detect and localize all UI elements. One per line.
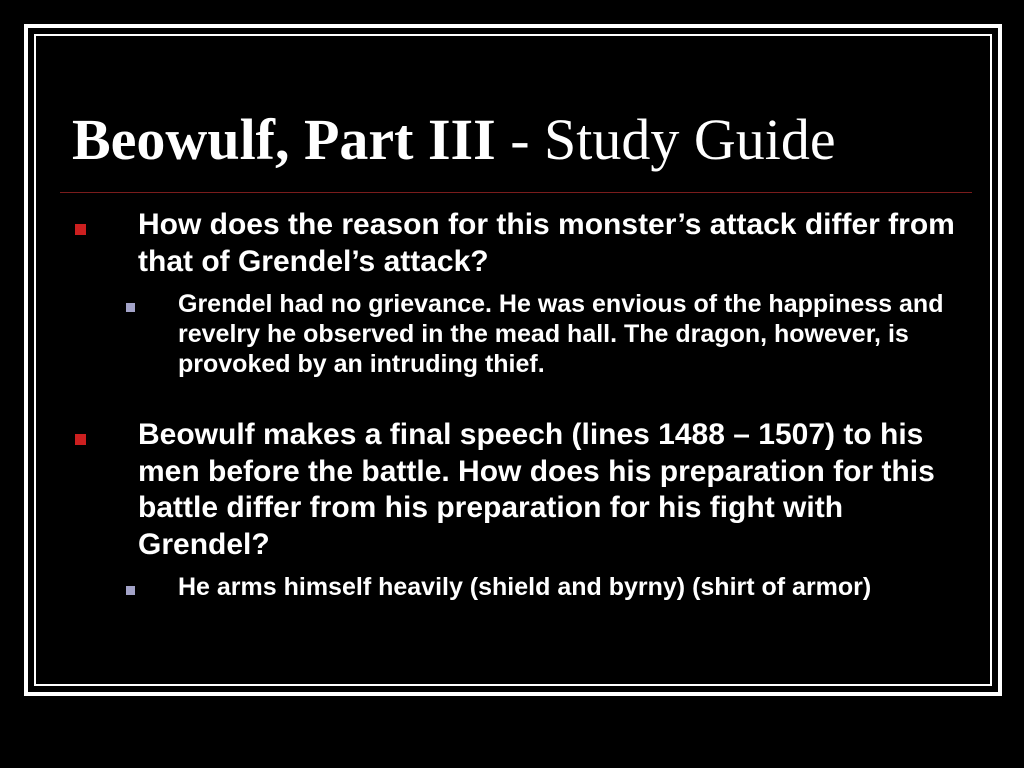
sub-bullet-square-icon [126, 586, 135, 595]
slide-title-main: Beowulf, Part III [72, 107, 496, 172]
bullet-item-2: Beowulf makes a final speech (lines 1488 – 1507) to his men before the battle. How does his preparation for this battle differ from his preparation for his fight with Grendel? [138, 418, 935, 561]
slide-title-sub: - Study Guide [495, 107, 836, 172]
sub-bullet-square-icon [126, 303, 135, 312]
bullet-square-icon [75, 224, 86, 235]
bullet-square-icon [75, 434, 86, 445]
bullet-item-1: How does the reason for this monster’s attack differ from that of Grendel’s attack? [138, 208, 955, 278]
sub-bullet-item-2-1: He arms himself heavily (shield and byrny) (shirt of armor) [178, 573, 872, 601]
sub-bullet-item-1-1: Grendel had no grievance. He was envious of the happiness and revelry he observed in the mead hall. The dragon, however, is provoked by an intruding thief. [178, 290, 944, 378]
